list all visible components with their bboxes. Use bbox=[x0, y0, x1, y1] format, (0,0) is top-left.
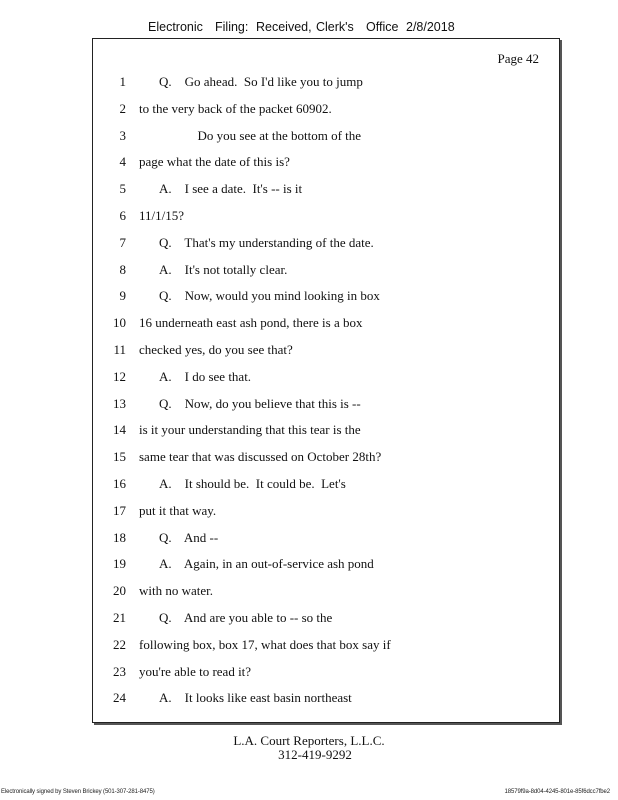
line-text: Q. Now, would you mind looking in box bbox=[159, 288, 380, 304]
line-text: 16 underneath east ash pond, there is a box bbox=[139, 315, 363, 331]
transcript-line bbox=[93, 637, 559, 657]
line-number: 5 bbox=[119, 181, 126, 197]
line-text: 11/1/15? bbox=[139, 208, 185, 223]
footer-phone: 312-419-9292 bbox=[278, 747, 352, 762]
transcript-line bbox=[93, 503, 559, 523]
transcript-line bbox=[93, 422, 559, 442]
header-received: Received, bbox=[256, 20, 312, 34]
line-text: Q. That's my understanding of the date. bbox=[159, 234, 374, 250]
line-number: 6 bbox=[119, 208, 126, 223]
line-text: following box, box 17, what does that box say if bbox=[139, 636, 391, 652]
header-clerks: Clerk's bbox=[316, 20, 354, 34]
line-text: checked yes, do you see that? bbox=[139, 342, 293, 357]
line-text: A. It's not totally clear. bbox=[159, 261, 288, 277]
line-text: page what the date of this is? bbox=[139, 154, 290, 170]
line-text: A. I see a date. It's -- is it bbox=[159, 181, 303, 197]
line-text: to the very back of the packet 60902. bbox=[139, 100, 332, 116]
header-filing: Filing: bbox=[215, 20, 249, 34]
line-text: Q. Now, do you believe that this is -- bbox=[159, 395, 361, 411]
line-number: 24 bbox=[113, 690, 126, 706]
transcript-line bbox=[93, 154, 559, 174]
header-electronic: Electronic bbox=[148, 20, 203, 34]
transcript-line bbox=[93, 235, 559, 255]
line-text: A. I do see that. bbox=[159, 368, 252, 384]
transcript-line bbox=[93, 610, 559, 630]
footer-company: L.A. Court Reporters, L.L.C. bbox=[233, 733, 385, 748]
line-text: A. It should be. It could be. Let's bbox=[159, 476, 346, 491]
transcript-line bbox=[93, 476, 559, 496]
line-text: A. Again, in an out-of-service ash pond bbox=[159, 556, 374, 572]
line-text: you're able to read it? bbox=[139, 663, 252, 679]
line-number: 12 bbox=[113, 368, 126, 384]
transcript-line bbox=[93, 583, 559, 603]
transcript-line bbox=[93, 556, 559, 576]
line-number: 7 bbox=[119, 234, 126, 250]
page-number: Page 42 bbox=[497, 51, 539, 66]
line-text: put it that way. bbox=[139, 502, 217, 518]
line-number: 3 bbox=[119, 127, 126, 143]
line-number: 18 bbox=[113, 529, 126, 545]
line-number: 19 bbox=[113, 556, 126, 572]
transcript-line bbox=[93, 342, 559, 362]
transcript-line bbox=[93, 664, 559, 684]
line-number: 9 bbox=[119, 288, 126, 304]
line-number: 15 bbox=[113, 449, 126, 465]
transcript-line bbox=[93, 449, 559, 469]
transcript-line bbox=[93, 74, 559, 94]
transcript-line bbox=[93, 101, 559, 121]
line-number: 11 bbox=[113, 342, 126, 357]
line-text: Q. And -- bbox=[159, 529, 219, 545]
line-text: Do you see at the bottom of the bbox=[139, 127, 362, 143]
transcript-line bbox=[93, 181, 559, 201]
line-number: 8 bbox=[119, 261, 126, 277]
transcript-line bbox=[93, 262, 559, 282]
transcript-line bbox=[93, 128, 559, 148]
line-text: is it your understanding that this tear is the bbox=[139, 422, 361, 438]
line-number: 1 bbox=[119, 74, 126, 89]
line-number: 10 bbox=[113, 315, 126, 331]
header-office: Office bbox=[366, 20, 399, 34]
line-text: with no water. bbox=[139, 583, 214, 599]
line-number: 2 bbox=[119, 100, 126, 116]
line-number: 16 bbox=[113, 476, 126, 491]
line-text: Q. Go ahead. So I'd like you to jump bbox=[159, 74, 363, 89]
line-number: 13 bbox=[113, 395, 126, 411]
line-text: same tear that was discussed on October 28th? bbox=[139, 449, 382, 465]
line-text: A. It looks like east basin northeast bbox=[159, 690, 352, 706]
transcript-line bbox=[93, 369, 559, 389]
transcript-line bbox=[93, 396, 559, 416]
transcript-line bbox=[93, 288, 559, 308]
esignature-left: Electronically signed by Steven Brickey (501-307-281-8475) bbox=[1, 789, 155, 795]
transcript-line bbox=[93, 315, 559, 335]
line-number: 14 bbox=[113, 422, 126, 438]
transcript-line bbox=[93, 530, 559, 550]
line-number: 21 bbox=[113, 610, 126, 625]
esignature-right: 18579f9a-8d04-4245-801e-85f6dcc7fbe2 bbox=[504, 789, 610, 795]
transcript-line bbox=[93, 690, 559, 710]
header-date: 2/8/2018 bbox=[406, 20, 455, 34]
line-text: Q. And are you able to -- so the bbox=[159, 610, 333, 625]
transcript-page bbox=[92, 38, 560, 723]
line-number: 4 bbox=[119, 154, 126, 170]
line-number: 17 bbox=[113, 502, 126, 518]
line-number: 23 bbox=[113, 663, 126, 679]
transcript-line bbox=[93, 208, 559, 228]
line-number: 22 bbox=[113, 636, 126, 652]
line-number: 20 bbox=[113, 583, 126, 599]
